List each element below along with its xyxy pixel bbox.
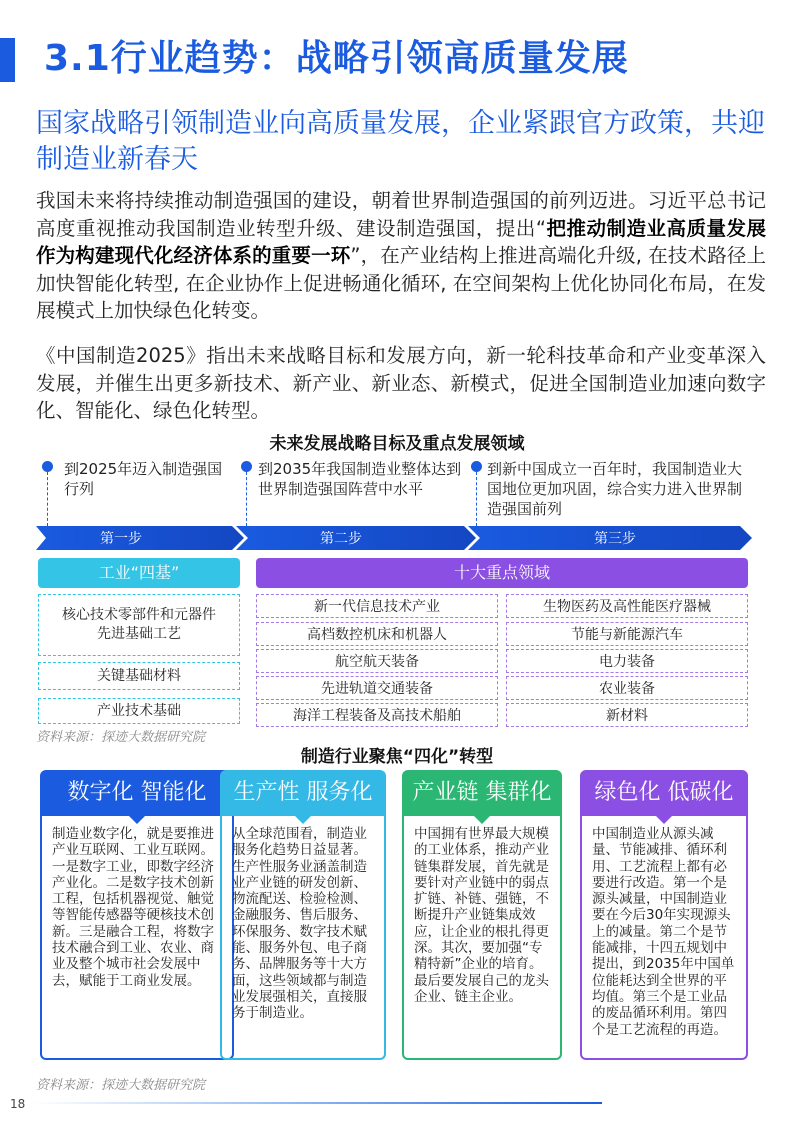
ten-areas-item: 先进轨道交通装备 <box>256 676 498 700</box>
ten-areas-item: 新材料 <box>506 703 748 727</box>
card-green-title: 绿色化 低碳化 <box>580 770 748 816</box>
timeline-dash <box>246 472 247 526</box>
ten-areas-item: 新一代信息技术产业 <box>256 594 498 618</box>
ten-areas-item: 农业装备 <box>506 676 748 700</box>
ten-areas-item: 高档数控机床和机器人 <box>256 622 498 646</box>
card-digital-body: 制造业数字化，就是要推进产业互联网、工业互联网。一是数字工业，即数字经济产业化。二是数字技术创新工程，包括机器视觉、触觉等智能传感器等硬核技术创新。三是融合工程，将数字技术融合到工业、农业、商业及整个城市社会发展中去，赋能于工商业发展。 <box>40 816 234 1060</box>
goal-2025: 到2025年迈入制造强国行列 <box>64 460 223 498</box>
card-cluster-body: 中国拥有世界最大规模的工业体系，推动产业链集群发展，首先就是要针对产业链中的弱点扩链、补链、强链，不断提升产业链集成效应，让企业的根扎得更深。其次，要加强“专精特新”企业的培育。最后要发展自己的龙头企业、链主企业。 <box>402 816 562 1060</box>
intro-paragraph <box>36 187 766 325</box>
goal-2049: 到新中国成立一百年时，我国制造业大国地位更加巩固，综合实力进入世界制造强国前列 <box>487 460 743 518</box>
four-bases-header: 工业“四基” <box>38 558 240 588</box>
step-2-label: 第二步 <box>320 531 362 547</box>
card-cluster-title: 产业链 集群化 <box>402 770 562 816</box>
timeline-dot <box>241 461 252 472</box>
ten-areas-item: 节能与新能源汽车 <box>506 622 748 646</box>
timeline-dash <box>47 472 48 526</box>
four-bases-item: 核心技术零部件和元器件先进基础工艺 <box>38 594 240 656</box>
four-bases-item: 关键基础材料 <box>38 662 240 690</box>
timeline-dash <box>476 472 477 526</box>
footer-line <box>32 1102 602 1104</box>
intro-text-bold: 把推动制造业高质量发展作为构建现代化经济体系的重要一环 <box>36 216 766 267</box>
strategy-source: 资料来源：探迹大数据研究院 <box>36 730 206 745</box>
intro-text-1: 我国未来将持续推动制造强国的建设，朝着世界制造强国的前列迈进。习近平总书记高度重视推动我国制造业转型升级、建设制造强国，提出“ <box>36 189 766 240</box>
step-3-label: 第三步 <box>594 531 636 547</box>
strategy-title: 未来发展战略目标及重点发展领域 <box>269 434 525 454</box>
step-1-label: 第一步 <box>100 531 142 547</box>
ten-areas-item: 海洋工程装备及高技术船舶 <box>256 703 498 727</box>
ten-areas-item: 电力装备 <box>506 649 748 673</box>
ten-areas-header: 十大重点领域 <box>256 558 748 588</box>
card-green-body: 中国制造业从源头减量、节能减排、循环利用、工艺流程上都有必要进行改造。第一个是源头减量，中国制造业要在今后30年实现源头上的减量。第二个是节能减排，十四五规划中提出，到2035年中国单位能耗达到全世界的平均值。第三个是工业品的废品循环利用。第四个是工艺流程的再造。 <box>580 816 748 1060</box>
card-service-body: 从全球范围看，制造业服务化趋势日益显著。生产性服务业涵盖制造业产业链的研发创新、物流配送、检验检测、金融服务、售后服务、环保服务、数字技术赋能、服务外包、电子商务、品牌服务等十大方面，这些领域都与制造业发展强相关，直接服务于制造业。 <box>220 816 386 1060</box>
section-subtitle: 国家战略引领制造业向高质量发展，企业紧跟官方政策，共迎制造业新春天 <box>36 108 765 175</box>
card-service-title: 生产性 服务化 <box>220 770 386 816</box>
four-bases-item: 产业技术基础 <box>38 698 240 724</box>
page-number: 18 <box>10 1097 26 1111</box>
transform-source: 资料来源：探迹大数据研究院 <box>36 1078 206 1093</box>
transform-title: 制造行业聚焦“四化”转型 <box>300 747 494 767</box>
made-in-china-paragraph: 《中国制造2025》指出未来战略目标和发展方向，新一轮科技革命和产业变革深入发展，并催生出更多新技术、新产业、新业态、新模式，促进全国制造业加速向数字化、智能化、绿色化转型。 <box>36 344 766 422</box>
title-accent-bar <box>0 38 15 82</box>
ten-areas-item: 航空航天装备 <box>256 649 498 673</box>
goal-2035: 到2035年我国制造业整体达到世界制造强国阵营中水平 <box>258 460 462 498</box>
page-title: 3.1行业趋势：战略引领高质量发展 <box>44 38 629 79</box>
timeline-dot <box>471 461 482 472</box>
timeline-dot <box>42 461 53 472</box>
ten-areas-item: 生物医药及高性能医疗器械 <box>506 594 748 618</box>
intro-text-2: ”，在产业结构上推进高端化升级, 在技术路径上加快智能化转型, 在企业协作上促进畅通化循环, 在空间架构上优化协同化布局，在发展模式上加快绿色化转变。 <box>36 244 766 322</box>
card-digital-title: 数字化 智能化 <box>40 770 234 816</box>
